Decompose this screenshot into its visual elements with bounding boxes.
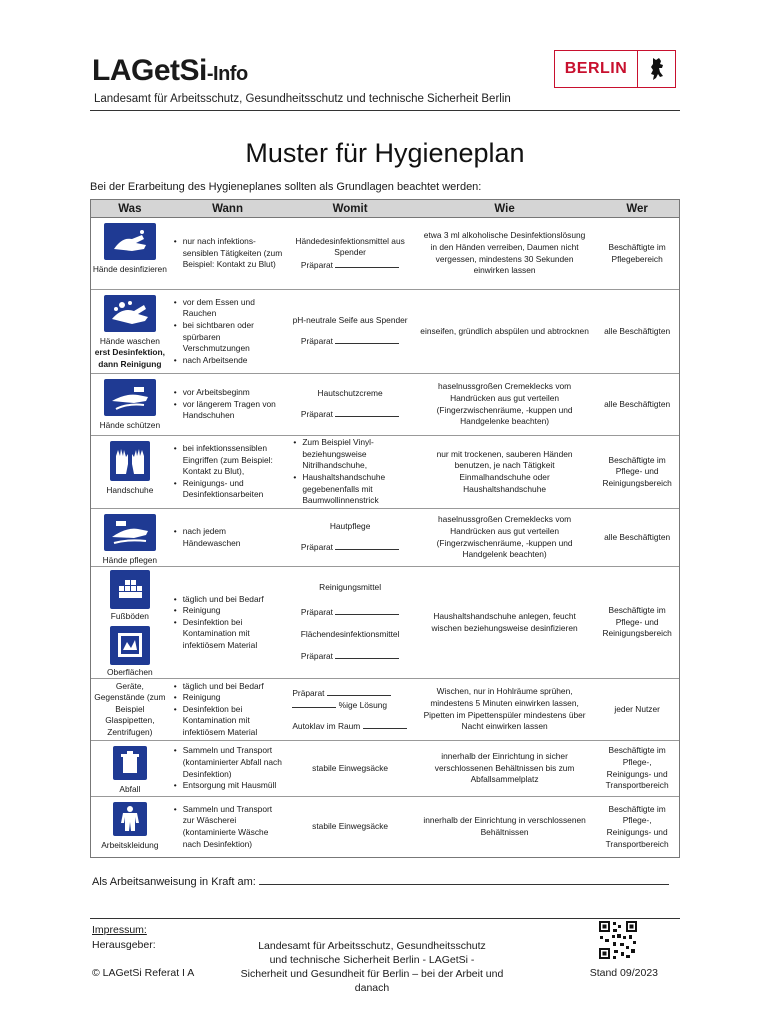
was-cell	[91, 797, 169, 857]
fill-in-blank	[327, 687, 391, 696]
wann-cell	[169, 509, 287, 566]
publisher-info	[222, 939, 522, 995]
list-item: • vor Arbeitsbeginm	[173, 387, 283, 399]
womit-cell: stabile Einwegsäcke	[312, 762, 389, 773]
header-wie: Wie	[494, 203, 515, 215]
was-cell	[91, 679, 169, 740]
gloves-icon	[110, 441, 150, 481]
publisher-label: Herausgeber:	[92, 939, 156, 951]
womit-cell: stabile Einwegsäcke	[312, 821, 389, 832]
womit-cell	[286, 679, 414, 740]
wer-cell: alle Beschäftigten	[604, 325, 671, 336]
autoclave-label: Autoklav im Raum	[292, 720, 361, 731]
table-row	[91, 741, 679, 797]
solution-label: %ige Lösung	[338, 700, 388, 711]
berlin-bear-icon	[637, 51, 675, 87]
list-item: • nur nach infektions-sensiblen Tätigkeiten (zum Beispiel: Kontakt zu Blut)	[173, 236, 283, 271]
row-label: Abfall	[119, 784, 141, 794]
footer-divider	[90, 918, 680, 919]
hand-washing-icon	[104, 295, 156, 332]
list-item: • Reinigung	[173, 692, 283, 704]
list-item: • Haushaltshandschuhe gegebenenfalls mit Baumwollinnenstrick	[292, 472, 408, 507]
womit-cell	[286, 436, 414, 508]
wer-cell: Beschäftigte im Pflege-, Reinigungs- und Transportbereich	[605, 803, 669, 849]
in-force-label: Als Arbeitsanweisung in Kraft am:	[92, 876, 256, 888]
womit-text: Händedesinfektionsmittel aus Spender	[295, 235, 405, 258]
list-item: • vor längerem Tragen von Handschuhen	[173, 399, 283, 422]
list-item: • vor dem Essen und Rauchen	[173, 297, 283, 320]
list-item: • täglich und bei Bedarf	[173, 594, 283, 606]
floor-icon	[110, 570, 150, 609]
was-cell	[91, 218, 169, 289]
header-divider	[90, 110, 680, 111]
in-force-line	[92, 876, 669, 888]
workwear-icon	[113, 802, 147, 836]
wie-cell: innerhalb der Einrichtung in verschlossenen Behältnissen	[423, 815, 586, 837]
wie-cell: einseifen, gründlich abspülen und abtrocknen	[420, 325, 589, 336]
wer-cell: alle Beschäftigten	[604, 531, 671, 542]
hand-disinfect-icon	[104, 223, 156, 260]
wer-cell: Beschäftigte im Pflege-, Reinigungs- und Transportbereich	[605, 745, 669, 791]
wer-cell: alle Beschäftigten	[604, 398, 671, 409]
document-header	[92, 50, 680, 112]
berlin-logo-text: BERLIN	[564, 60, 628, 77]
header-womit: Womit	[332, 203, 368, 215]
list-item: • nach Arbeitsende	[173, 355, 283, 367]
was-cell	[91, 374, 169, 435]
list-item: • Reinigung	[173, 605, 283, 617]
table-row	[91, 374, 679, 436]
was-cell	[91, 567, 169, 678]
table-row	[91, 290, 679, 374]
footer	[92, 924, 680, 994]
list-item: • Desinfektion bei Kontamination mit infektiösem Material	[173, 704, 283, 739]
fill-in-blank	[335, 259, 399, 268]
wer-cell: jeder Nutzer	[614, 703, 660, 714]
row-label: Oberflächen	[107, 666, 153, 677]
fill-in-blank	[335, 335, 399, 344]
hand-care-icon	[104, 514, 156, 551]
table-row	[91, 567, 679, 679]
wie-cell: haselnussgroßen Cremeklecks vom Handrücken aus gut verteilen (Fingerzwischenräume, -kuppen und Handgelenke beachten)	[436, 381, 573, 427]
page-title: Muster für Hygieneplan	[245, 138, 525, 168]
row-label: Hände schützen	[99, 420, 161, 430]
version-date: Stand 09/2023	[589, 967, 658, 979]
hygiene-table	[90, 199, 680, 858]
copyright: © LAGetSi Referat I A	[92, 967, 195, 979]
table-row	[91, 436, 679, 509]
intro-text: Bei der Erarbeitung des Hygieneplanes sollten als Grundlagen beachtet werden:	[90, 181, 482, 193]
row-label-bold: erst Desinfektion, dann Reinigung	[94, 347, 165, 369]
was-cell	[91, 509, 169, 566]
fill-in-blank	[335, 606, 399, 615]
publisher-line: und technische Sicherheit Berlin - LAGetSi -	[269, 954, 475, 966]
list-item: • Sammeln und Transport zur Wäscherei (kontaminierte Wäsche nach Desinfektion)	[173, 804, 283, 850]
list-item: • nach jedem Händewaschen	[173, 526, 283, 549]
womit-cell	[286, 567, 414, 678]
fill-in-blank	[335, 541, 399, 550]
wie-cell: etwa 3 ml alkoholische Desinfektionslösung in den Händen verreiben, Daumen nicht vergessen, mindestens 30 Sekunden einwirken lassen	[423, 230, 586, 276]
list-item: • bei sichtbaren oder spürbaren Verschmutzungen	[173, 320, 283, 355]
publisher-line: Landesamt für Arbeitsschutz, Gesundheitsschutz	[258, 940, 486, 952]
brand-sub: -Info	[206, 63, 248, 85]
womit-text: Reinigungsmittel	[319, 582, 382, 593]
row-label: Handschuhe	[106, 485, 154, 495]
fill-in-blank	[292, 699, 336, 708]
surface-icon	[110, 626, 150, 665]
brand-main: LAGetSi	[92, 54, 207, 87]
list-item: • Entsorgung mit Hausmüll	[173, 780, 283, 792]
wer-cell: Beschäftigte im Pflegebereich	[608, 241, 666, 264]
womit-cell	[286, 509, 414, 566]
brand-title	[92, 54, 248, 88]
praeparat-label: Präparat	[300, 259, 333, 270]
was-cell	[91, 436, 169, 508]
wie-cell: Wischen, nur in Hohlräume sprühen, mindestens 5 Minuten einwirken lassen, Pipetten im Pipettenspüler mindestens über Nacht einwirken lassen	[423, 686, 586, 732]
table-header	[91, 200, 679, 218]
wann-cell	[169, 436, 287, 508]
list-item: • Desinfektion bei Kontamination mit infektiösem Material	[173, 617, 283, 652]
row-label: Arbeitskleidung	[101, 840, 159, 850]
row-label: Hände waschen	[99, 336, 160, 346]
wie-cell: haselnussgroßen Cremeklecks vom Handrücken aus gut verteilen (Fingerzwischenräume, -kuppen und Handgelenk beachten)	[436, 514, 573, 560]
table-row	[91, 797, 679, 857]
wann-cell	[169, 567, 287, 678]
wer-cell: Beschäftigte im Pflege- und Reinigungsbereich	[602, 605, 672, 639]
row-label: Hände pflegen	[102, 554, 158, 565]
waste-icon	[113, 746, 147, 780]
list-item: • täglich und bei Bedarf	[173, 681, 283, 693]
wie-cell: nur mit trockenen, sauberen Händen benutzen, je nach Tätigkeit Einmalhandschuhe oder Haushaltshandschuhe	[436, 448, 573, 494]
in-force-blank	[259, 876, 669, 885]
list-item: • Zum Beispiel Vinyl-beziehungsweise Nitrilhandschuhe,	[292, 437, 408, 472]
fill-in-blank	[335, 650, 399, 659]
list-item: • bei infektionssensiblen Eingriffen (zum Beispiel: Kontakt zu Blut),	[173, 443, 283, 478]
wer-cell: Beschäftigte im Pflege- und Reinigungsbereich	[602, 454, 672, 488]
wie-cell: Haushaltshandschuhe anlegen, feucht wischen beziehungsweise desinfizieren	[431, 610, 578, 633]
header-wer: Wer	[626, 203, 648, 215]
agency-subtitle: Landesamt für Arbeitsschutz, Gesundheitsschutz und technische Sicherheit Berlin	[94, 93, 511, 105]
publisher-line: Sicherheit und Gesundheit für Berlin – bei der Arbeit und danach	[240, 968, 504, 994]
womit-text: pH-neutrale Seife aus Spender	[292, 315, 408, 326]
praeparat-label: Präparat	[292, 687, 325, 698]
wann-cell	[169, 218, 287, 289]
womit-text: Flächendesinfektionsmittel	[300, 628, 400, 639]
table-row	[91, 218, 679, 290]
list-item: • Reinigungs- und Desinfektionsarbeiten	[173, 478, 283, 501]
wann-cell	[169, 741, 287, 796]
table-row	[91, 679, 679, 741]
praeparat-label: Präparat	[300, 336, 333, 346]
womit-cell	[286, 218, 414, 289]
header-was: Was	[118, 203, 142, 215]
praeparat-label: Präparat	[300, 651, 333, 662]
womit-text: Hautschutzcreme	[317, 388, 383, 399]
hand-protect-icon	[104, 379, 156, 416]
impressum-label: Impressum:	[92, 924, 147, 936]
wann-cell	[169, 679, 287, 740]
womit-cell	[286, 374, 414, 435]
berlin-logo	[554, 50, 676, 88]
womit-text: Hautpflege	[329, 521, 371, 532]
was-cell	[91, 290, 169, 373]
row-label: Hände desinfizieren	[92, 264, 167, 274]
praeparat-label: Präparat	[300, 409, 333, 419]
praeparat-label: Präparat	[300, 542, 333, 552]
wann-cell	[169, 290, 287, 373]
qr-code-icon	[598, 920, 638, 960]
row-label: Geräte, Gegenstände (zum Beispiel Glaspipetten, Zentrifugen)	[94, 680, 166, 737]
header-wann: Wann	[212, 203, 243, 215]
fill-in-blank	[363, 720, 407, 729]
womit-cell	[286, 290, 414, 373]
wann-cell	[169, 374, 287, 435]
table-row	[91, 509, 679, 567]
wie-cell: innerhalb der Einrichtung in sicher verschlossenen Behältnissen bis zum Abfallsammelplatz	[434, 751, 575, 785]
praeparat-label: Präparat	[300, 606, 333, 617]
was-cell	[91, 741, 169, 796]
wann-cell	[169, 797, 287, 857]
row-label: Fußböden	[110, 610, 149, 621]
fill-in-blank	[335, 408, 399, 417]
list-item: • Sammeln und Transport (kontaminierter Abfall nach Desinfektion)	[173, 745, 283, 780]
